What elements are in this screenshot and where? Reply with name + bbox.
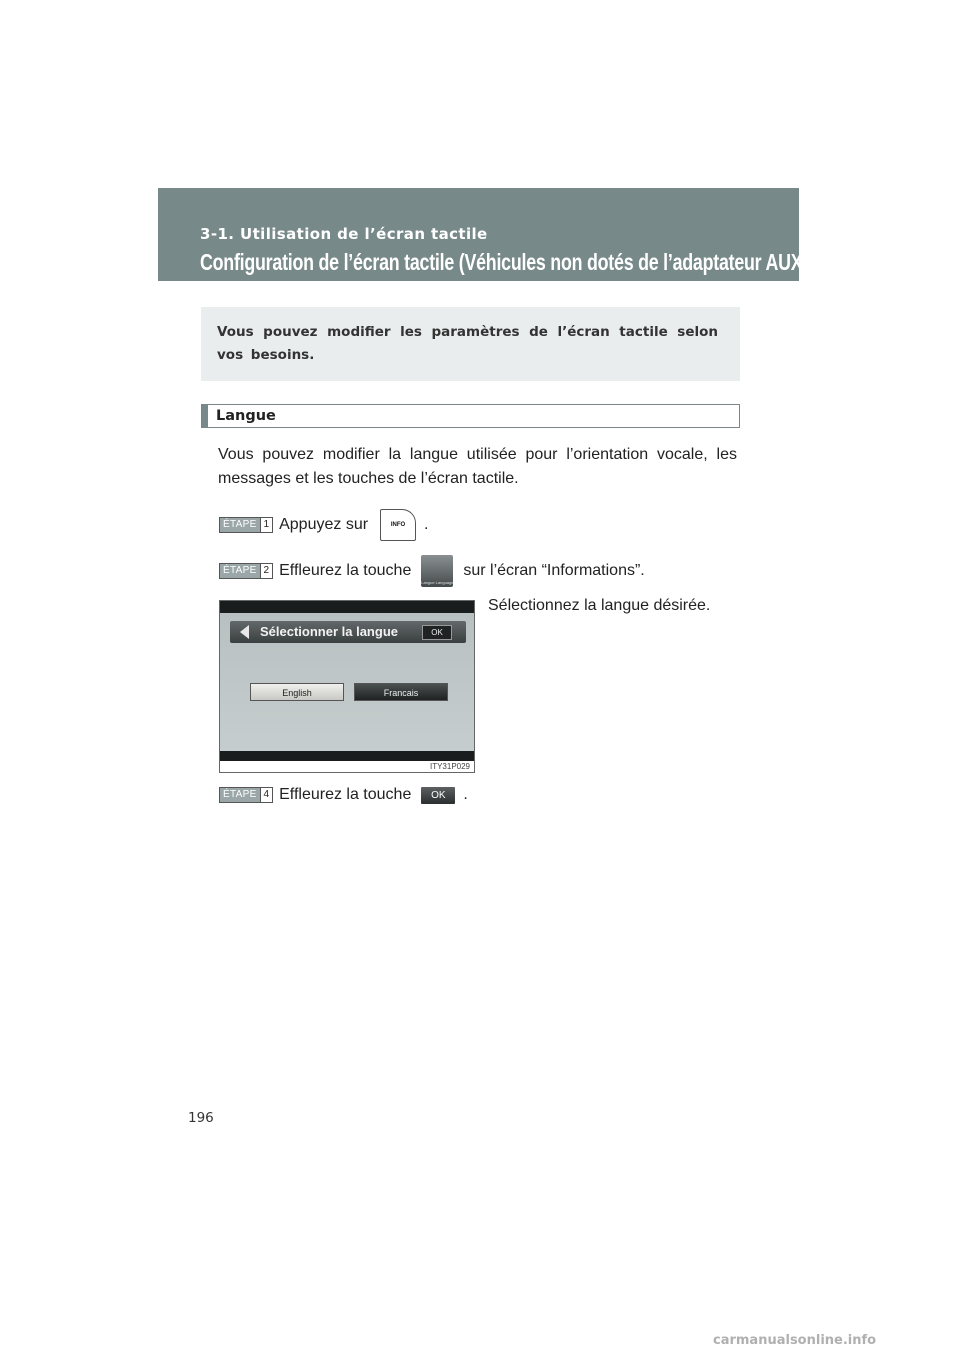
subheading-bar <box>202 405 208 427</box>
step-2 <box>219 555 645 587</box>
step-1 <box>219 509 429 541</box>
step-4-text-after: . <box>463 786 468 803</box>
language-button-icon: Langue Language <box>421 555 453 587</box>
intro-text: Vous pouvez modifier les paramètres de l’écran tactile selon vos besoins. <box>217 324 718 363</box>
step-4-text: Effleurez la touche <box>279 786 412 803</box>
step-2-text: Effleurez la touche <box>279 562 412 579</box>
body-paragraph: Vous pouvez modifier la langue utilisée pour l’orientation vocale, les messages et les touches de l’écran tactile. <box>218 446 737 487</box>
back-arrow-icon <box>240 625 249 639</box>
subheading-text: Langue <box>216 408 276 424</box>
step-3-text: Sélectionnez la langue désirée. <box>488 597 711 614</box>
step-1-text-after: . <box>424 516 429 533</box>
intro-box <box>201 307 740 381</box>
section-label: 3-1. Utilisation de l’écran tactile <box>200 225 488 243</box>
step-2-badge: ÉTAPE 2 <box>219 563 273 579</box>
step-1-text: Appuyez sur <box>279 516 369 533</box>
ok-button-icon: OK <box>421 787 455 804</box>
step-4 <box>219 786 468 804</box>
screen-titlebar <box>230 621 466 643</box>
step-2-text-after: sur l’écran “Informations”. <box>463 562 645 579</box>
step-4-badge: ÉTAPE 4 <box>219 787 273 803</box>
page-number: 196 <box>188 1110 214 1126</box>
watermark: carmanualsonline.info <box>713 1333 877 1348</box>
screen-illustration <box>219 600 475 773</box>
figure-code: ITY31P029 <box>429 762 470 771</box>
touch-screen <box>220 601 474 761</box>
subheading-box <box>201 404 740 428</box>
screen-title: Sélectionner la langue <box>260 624 398 639</box>
screen-ok-button: OK <box>422 625 452 640</box>
step-1-badge: ÉTAPE 1 <box>219 517 273 533</box>
francais-option-button: Francais <box>354 683 448 701</box>
page-title: Configuration de l’écran tactile (Véhicules non dotés de l’adaptateur AUX) <box>200 249 809 275</box>
chapter-header <box>158 188 809 281</box>
english-option-button: English <box>250 683 344 701</box>
info-button-icon: INFO <box>380 509 416 541</box>
